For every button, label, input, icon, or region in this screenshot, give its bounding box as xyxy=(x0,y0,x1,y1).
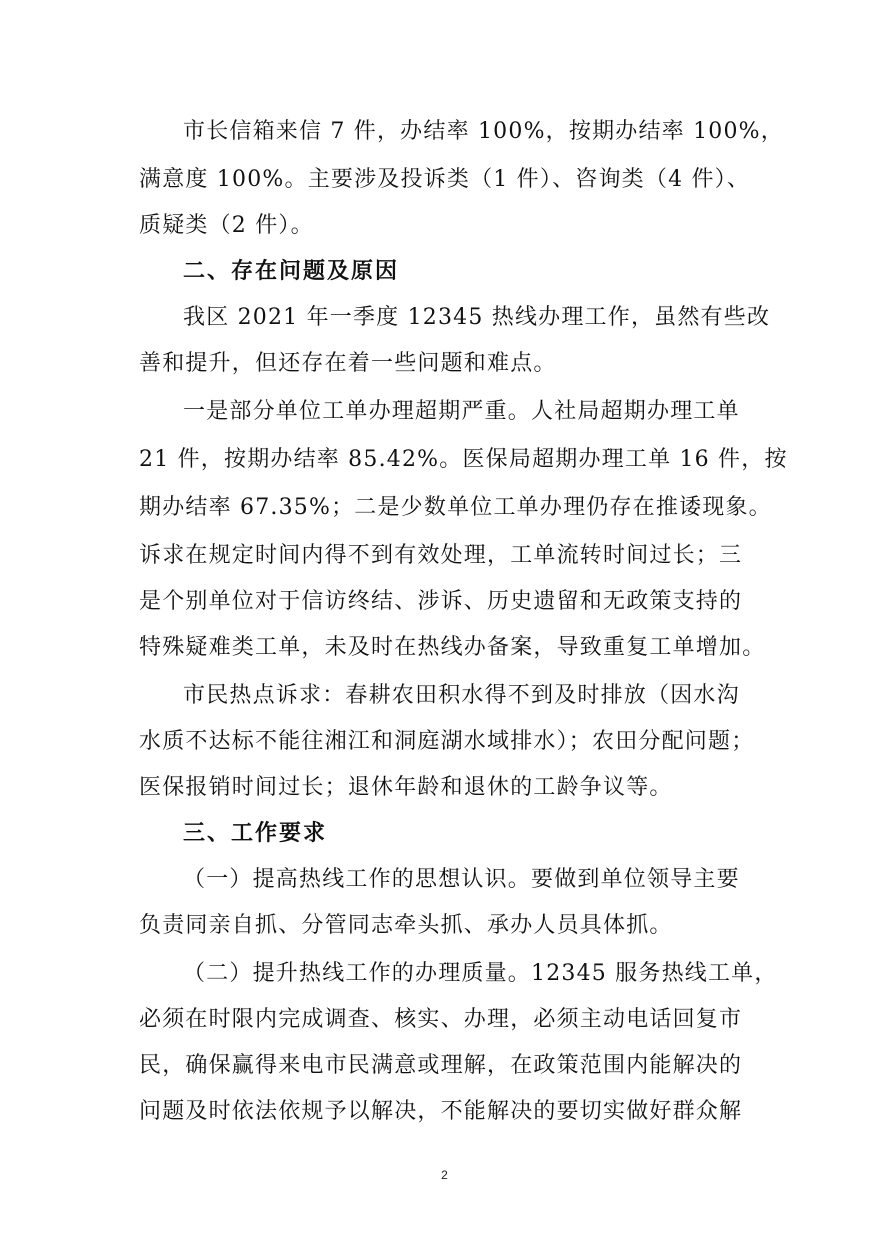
paragraph-intro-line-1: 我区 2021 年一季度 12345 热线办理工作，虽然有些改 xyxy=(183,305,771,330)
paragraph-hotspots-line-3: 医保报销时间过长；退休年龄和退休的工龄争议等。 xyxy=(139,775,673,800)
page-number: 2 xyxy=(441,1168,448,1182)
section-heading-problems: 二、存在问题及原因 xyxy=(183,259,400,284)
paragraph-issues-line-6: 特殊疑难类工单，未及时在热线办备案，导致重复工单增加。 xyxy=(139,635,766,660)
paragraph-issues-line-5: 是个别单位对于信访终结、涉诉、历史遗留和无政策支持的 xyxy=(139,589,743,614)
paragraph-req1-line-2: 负责同亲自抓、分管同志牵头抓、承办人员具体抓。 xyxy=(139,913,673,938)
paragraph-hotspots-line-1: 市民热点诉求：春耕农田积水得不到及时排放（因水沟 xyxy=(183,683,740,708)
paragraph-req2-line-4: 问题及时依法依规予以解决，不能解决的要切实做好群众解 xyxy=(139,1099,743,1124)
section-heading-requirements: 三、工作要求 xyxy=(183,821,328,846)
paragraph-issues-line-4: 诉求在规定时间内得不到有效处理，工单流转时间过长；三 xyxy=(139,543,743,568)
paragraph-mailbox-line-1: 市长信箱来信 7 件，办结率 100%，按期办结率 100%， xyxy=(183,119,784,144)
paragraph-mailbox-line-3: 质疑类（2 件）。 xyxy=(139,213,314,238)
paragraph-intro-line-2: 善和提升，但还存在着一些问题和难点。 xyxy=(139,351,557,376)
paragraph-hotspots-line-2: 水质不达标不能往湘江和洞庭湖水域排水）；农田分配问题； xyxy=(139,729,755,754)
paragraph-req2-line-3: 民，确保赢得来电市民满意或理解，在政策范围内能解决的 xyxy=(139,1053,743,1078)
paragraph-req2-line-1: （二）提升热线工作的办理质量。12345 服务热线工单， xyxy=(183,961,778,986)
paragraph-req1-line-1: （一）提高热线工作的思想认识。要做到单位领导主要 xyxy=(183,867,740,892)
paragraph-issues-line-3: 期办结率 67.35%；二是少数单位工单办理仍存在推诿现象。 xyxy=(139,495,772,520)
paragraph-issues-line-1: 一是部分单位工单办理超期严重。人社局超期办理工单 xyxy=(183,399,740,424)
paragraph-mailbox-line-2: 满意度 100%。主要涉及投诉类（1 件）、咨询类（4 件）、 xyxy=(139,167,751,192)
paragraph-issues-line-2: 21 件，按期办结率 85.42%。医保局超期办理工单 16 件，按 xyxy=(139,447,788,472)
paragraph-req2-line-2: 必须在时限内完成调查、核实、办理，必须主动电话回复市 xyxy=(139,1007,743,1032)
